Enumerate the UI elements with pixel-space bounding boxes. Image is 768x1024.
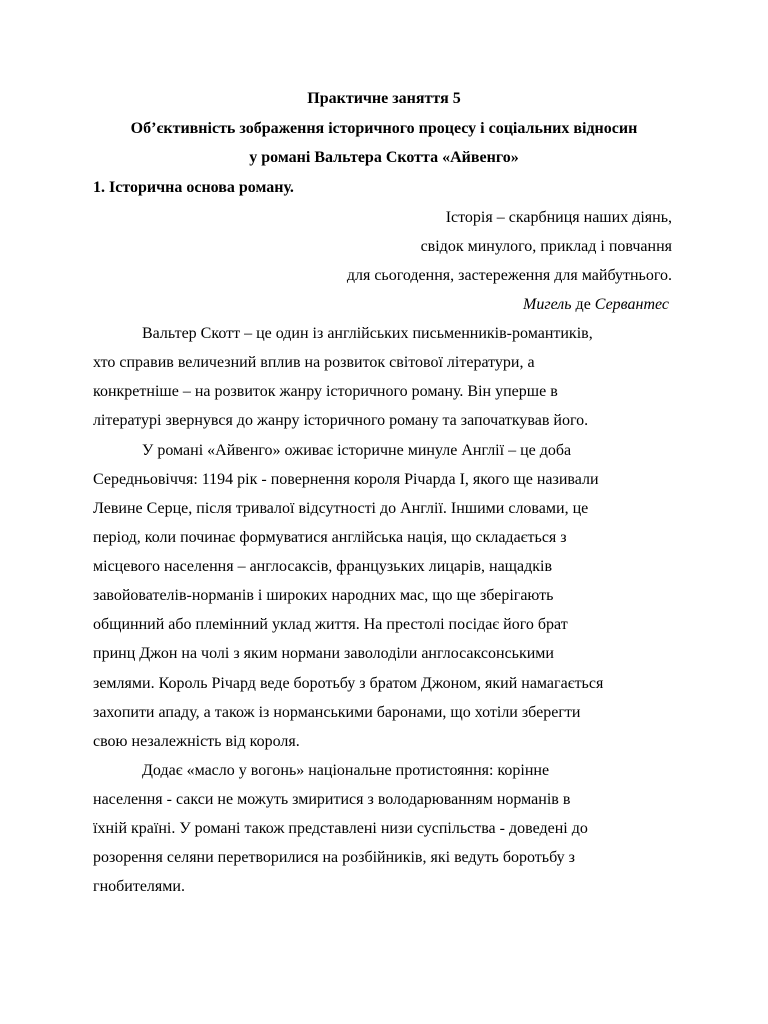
epigraph-line: свідок минулого, приклад і повчання <box>420 238 672 255</box>
paragraph-line: общинний або племінний уклад життя. На престолі посідає його брат <box>93 616 568 633</box>
paragraph-line: землями. Король Річард веде боротьбу з братом Джоном, який намагається <box>93 675 604 692</box>
epigraph-line: для сьогодення, застереження для майбутнього. <box>346 267 672 284</box>
paragraph-line: розорення селяни перетворилися на розбійників, які ведуть боротьбу з <box>93 849 575 866</box>
paragraph-line: Вальтер Скотт – це один із англійських письменників-романтиків, <box>142 325 593 342</box>
paragraph-line: хто справив величезний вплив на розвиток світової літератури, а <box>93 354 535 371</box>
paragraph-line: їхній країні. У романі також представлені низи суспільства - доведені до <box>93 820 588 837</box>
epigraph-line: Історія – скарбниця наших діянь, <box>445 209 672 226</box>
paragraph-line: завойователів-норманів і широких народних мас, що ще зберігають <box>93 587 554 604</box>
paragraph-line: гнобителями. <box>93 878 185 895</box>
paragraph-line: конкретніше – на розвиток жанру історичного роману. Він уперше в <box>93 383 558 400</box>
paragraph-line: У романі «Айвенго» оживає історичне минуле Англії – це доба <box>142 442 572 459</box>
topic-title-line-1: Об’єктивність зображення історичного процесу і соціальних відносин <box>130 120 638 137</box>
paragraph-line: свою незалежність від короля. <box>93 733 300 750</box>
topic-title-line-2: у романі Вальтера Скотта «Айвенго» <box>249 149 519 166</box>
paragraph-line: літературі звернувся до жанру історичного роману та започаткував його. <box>93 412 589 429</box>
epigraph-author-particle: де <box>575 296 591 313</box>
paragraph-line: Середньовіччя: 1194 рік - повернення короля Річарда I, якого ще називали <box>93 471 599 488</box>
paragraph-line: Додає «масло у вогонь» національне протистояння: корінне <box>142 762 550 779</box>
lesson-title: Практичне заняття 5 <box>307 90 461 107</box>
section-heading: 1. Історична основа роману. <box>93 179 294 196</box>
epigraph-author <box>523 295 669 315</box>
epigraph-author-first: Мигель <box>523 296 572 313</box>
paragraph-line: місцевого населення – англосаксів, французьких лицарів, нащадків <box>93 558 553 575</box>
paragraph-line: захопити ападу, а також із норманськими баронами, що хотіли зберегти <box>93 704 581 721</box>
paragraph-line: принц Джон на чолі з яким нормани заволоділи англосаксонськими <box>93 645 554 662</box>
paragraph-line: Левине Серце, після тривалої відсутності до Англії. Іншими словами, це <box>93 500 589 517</box>
epigraph-author-last: Сервантес <box>594 296 669 313</box>
paragraph-line: населення - сакси не можуть змиритися з володарюванням норманів в <box>93 791 571 808</box>
paragraph-line: період, коли починає формуватися англійська нація, що складається з <box>93 529 567 546</box>
